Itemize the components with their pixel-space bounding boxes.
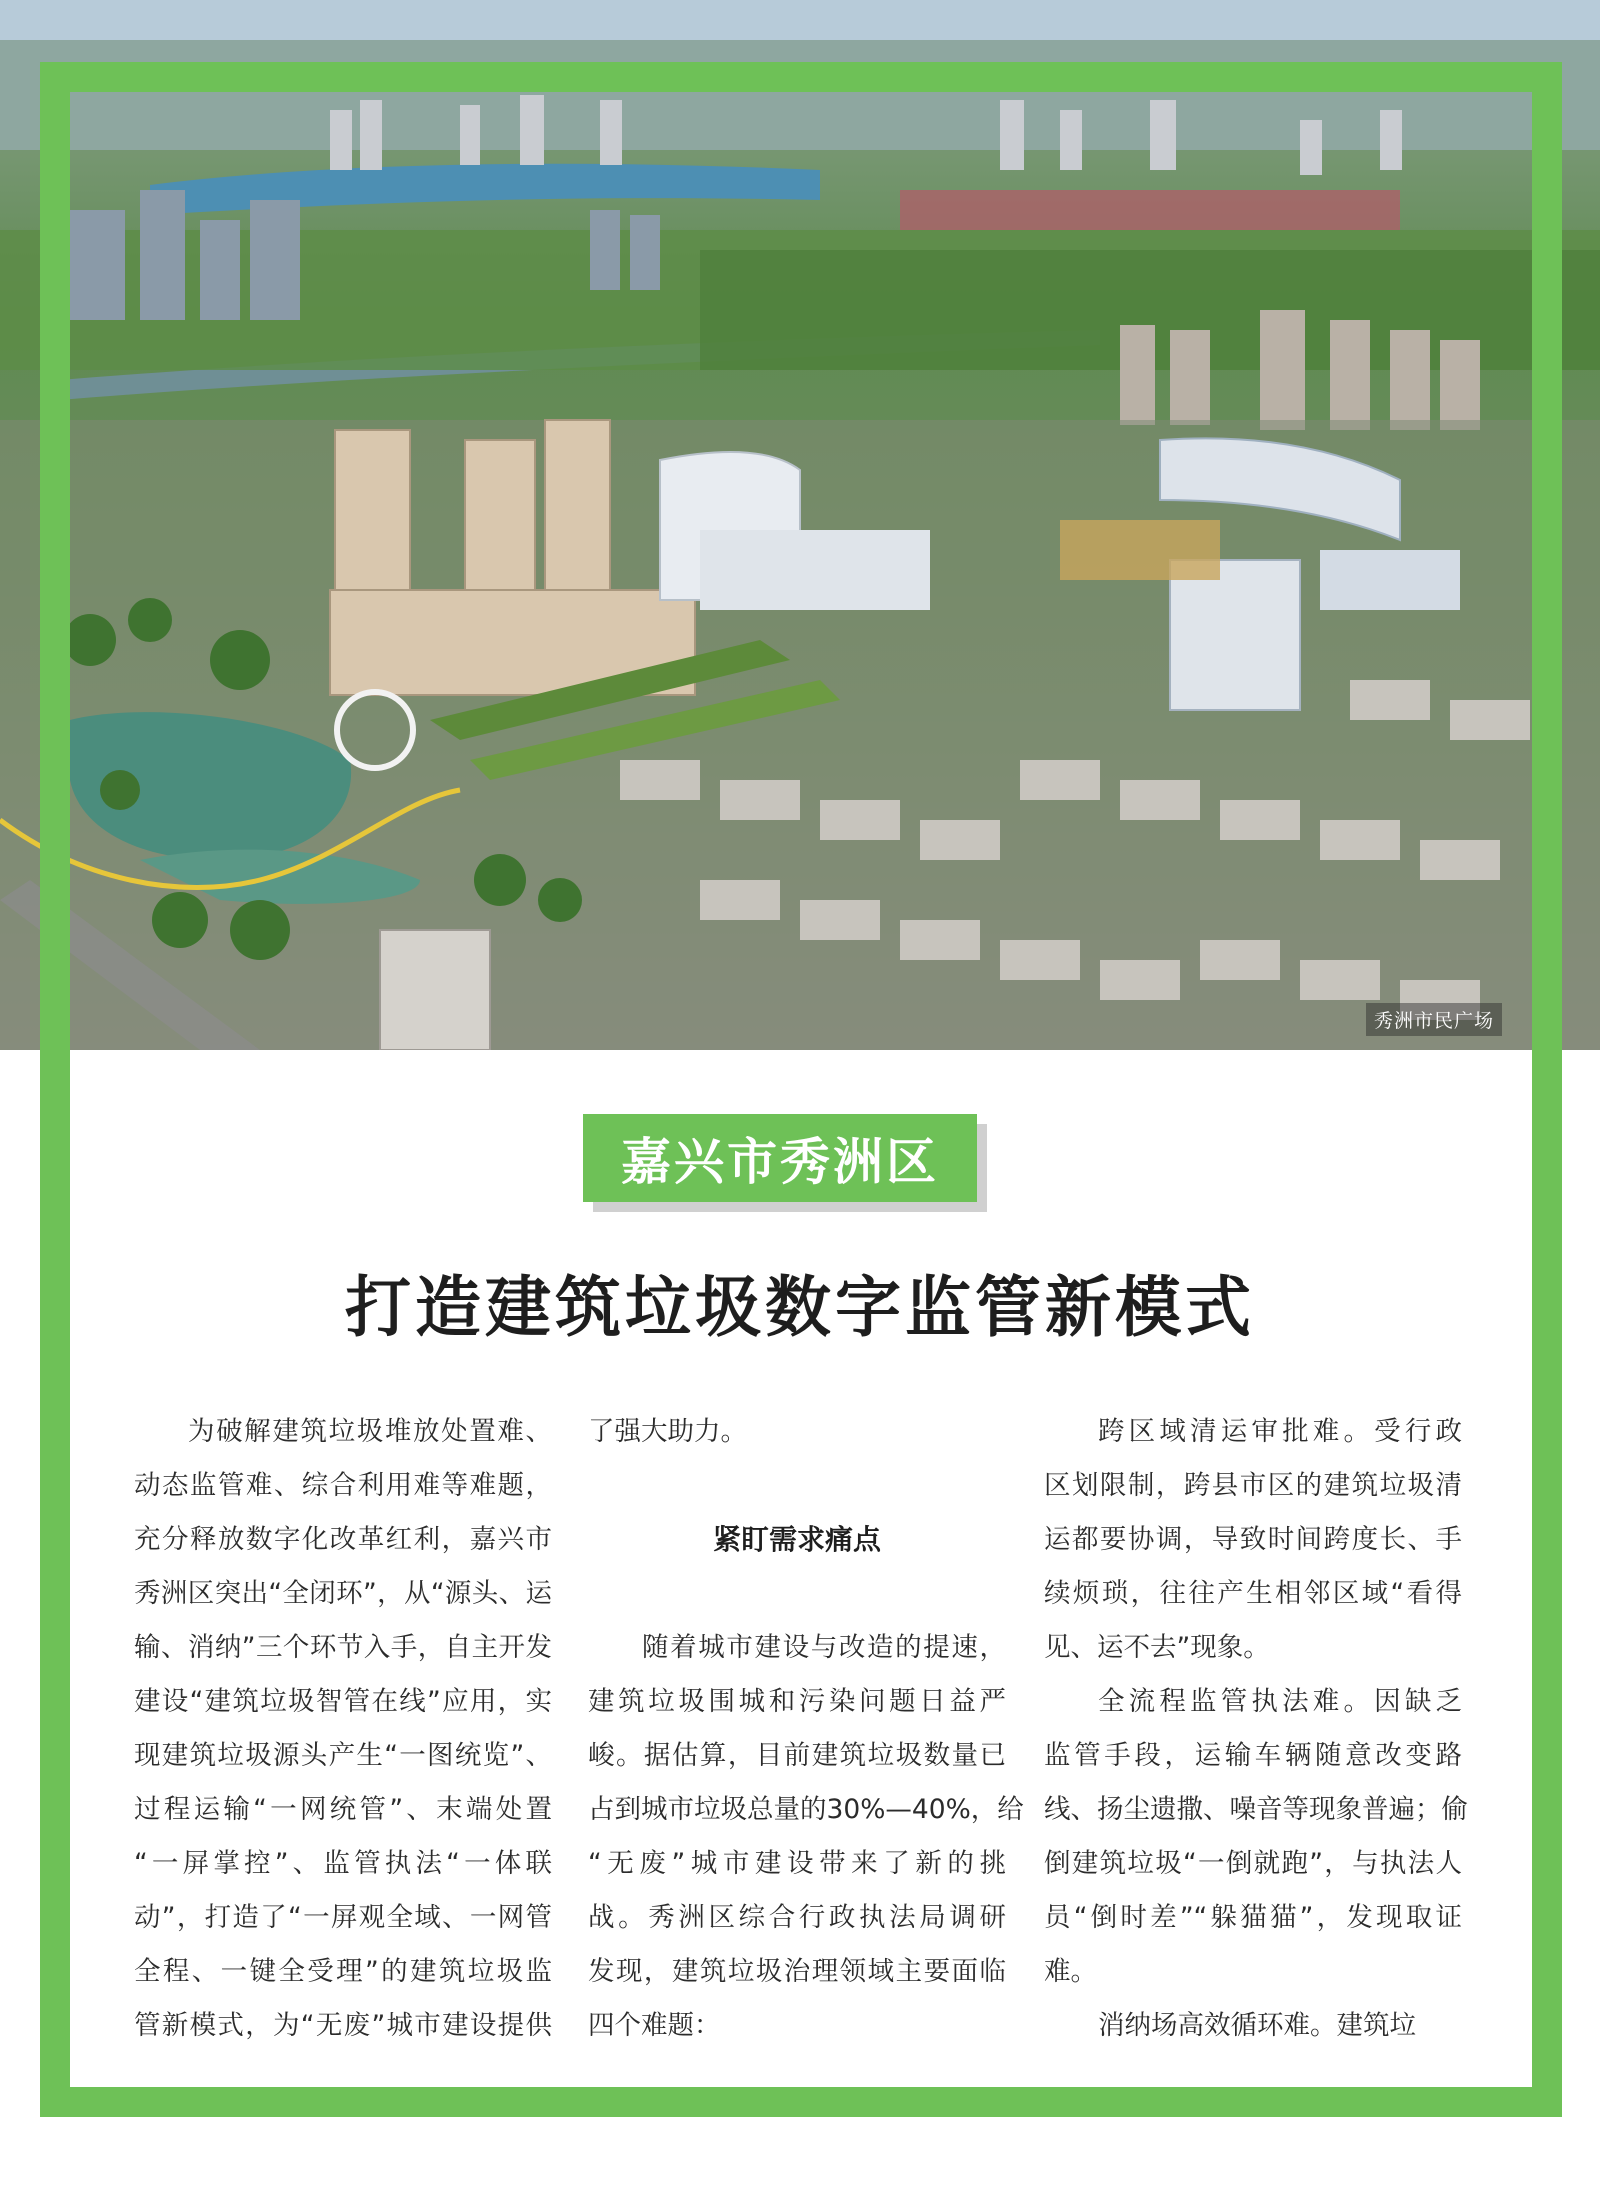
paragraph-line: 建设“建筑垃圾智管在线”应用，实 <box>134 1686 552 1717</box>
photo-caption: 秀洲市民广场 <box>1366 1003 1502 1036</box>
paragraph-line: 消纳场高效循环难。建筑垃 <box>1098 2010 1416 2041</box>
paragraph-line: 管新模式，为“无废”城市建设提供 <box>134 2010 552 2041</box>
paragraph-line: 全程、一键全受理”的建筑垃圾监 <box>134 1956 552 1987</box>
paragraph-line: 见、运不去”现象。 <box>1044 1632 1270 1663</box>
paragraph-line: 跨区域清运审批难。受行政 <box>1098 1416 1462 1447</box>
text-column-2 <box>588 1405 1024 2053</box>
text-column-3 <box>1044 1405 1468 2053</box>
paragraph-line: 峻。据估算，目前建筑垃圾数量已 <box>588 1740 1006 1771</box>
paragraph-line: 四个难题： <box>588 2010 721 2041</box>
paragraph-line: 监管手段，运输车辆随意改变路 <box>1044 1740 1462 1771</box>
paragraph-line: 为破解建筑垃圾堆放处置难、 <box>188 1416 552 1447</box>
article-title: 打造建筑垃圾数字监管新模式 <box>345 1268 1255 1346</box>
paragraph-line: 全流程监管执法难。因缺乏 <box>1098 1686 1462 1717</box>
paragraph-line: 了强大助力。 <box>588 1416 747 1447</box>
aerial-photo-illustration <box>0 0 1600 1050</box>
paragraph-line: 区划限制，跨县市区的建筑垃圾清 <box>1044 1470 1462 1501</box>
section-badge: 嘉兴市秀洲区 <box>583 1114 977 1202</box>
paragraph-line: “一屏掌控”、监管执法“一体联 <box>134 1848 552 1879</box>
paragraph-line: 运都要协调，导致时间跨度长、手 <box>1044 1524 1462 1555</box>
paragraph-line: 线、扬尘遗撒、噪音等现象普遍；偷 <box>1044 1794 1468 1825</box>
paragraph-line: 秀洲区突出“全闭环”，从“源头、运 <box>134 1578 552 1609</box>
aerial-city-photo <box>0 0 1600 1050</box>
paragraph-line: 员“倒时差”“躲猫猫”，发现取证 <box>1044 1902 1462 1933</box>
paragraph-line: 现建筑垃圾源头产生“一图统览”、 <box>134 1740 552 1771</box>
paragraph-line: 动态监管难、综合利用难等难题， <box>134 1470 552 1501</box>
paragraph-line: 过程运输“一网统管”、末端处置 <box>134 1794 552 1825</box>
paragraph-line: 难。 <box>1044 1956 1097 1987</box>
paragraph-line: 充分释放数字化改革红利，嘉兴市 <box>134 1524 552 1555</box>
paragraph-line: 倒建筑垃圾“一倒就跑”，与执法人 <box>1044 1848 1462 1879</box>
paragraph-line: 动”，打造了“一屏观全域、一网管 <box>134 1902 552 1933</box>
section-subheading: 紧盯需求痛点 <box>712 1523 881 1556</box>
paragraph-line: 发现，建筑垃圾治理领域主要面临 <box>588 1956 1006 1987</box>
paragraph-line: 战。秀洲区综合行政执法局调研 <box>588 1902 1006 1933</box>
paragraph-line: 随着城市建设与改造的提速， <box>642 1632 1006 1663</box>
paragraph-line: 占到城市垃圾总量的30%—40%，给 <box>588 1794 1024 1825</box>
paragraph-line: “无废”城市建设带来了新的挑 <box>588 1848 1006 1879</box>
text-column-1 <box>134 1405 552 2053</box>
paragraph-line: 续烦琐，往往产生相邻区域“看得 <box>1044 1578 1462 1609</box>
paragraph-line: 建筑垃圾围城和污染问题日益严 <box>588 1686 1006 1717</box>
paragraph-line: 输、消纳”三个环节入手，自主开发 <box>134 1632 552 1663</box>
